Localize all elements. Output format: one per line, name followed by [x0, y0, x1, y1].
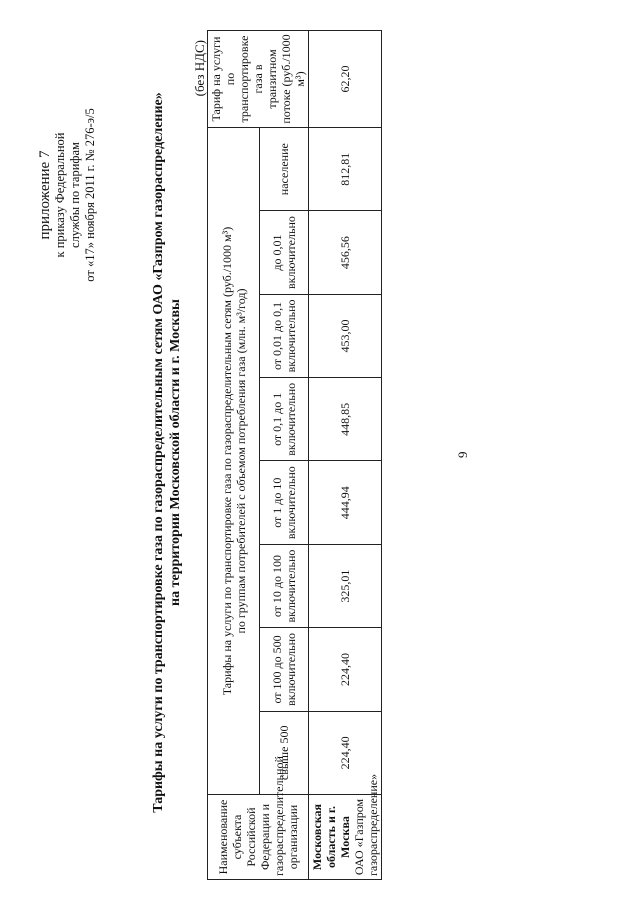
subheader-cell: от 0,1 до 1 включительно — [260, 378, 309, 461]
subheader-cell: от 100 до 500 включительно — [260, 628, 309, 711]
region-name: Московская область и г. Москва — [310, 803, 352, 871]
tariff-value: 444,94 — [309, 461, 382, 544]
subheader-cell: население — [260, 128, 309, 211]
tariff-value: 456,56 — [309, 211, 382, 294]
appendix-number: приложение 7 — [37, 150, 53, 240]
org-column-header: Наименование субъекта Российской Федерации и газораспределительной организации — [208, 795, 309, 880]
consumer-group-header — [208, 128, 260, 795]
page-number: 9 — [455, 451, 470, 458]
company-name: ОАО «Газпром газораспределение» — [352, 773, 380, 876]
tariff-value: 224,40 — [309, 711, 382, 794]
agency-line: службы по тарифам — [68, 142, 82, 248]
vat-note: (без НДС) — [192, 40, 207, 97]
transit-column-header: Тариф на услуги по транспортировке газа в транзитном потоке (руб./1000 м³) — [208, 31, 309, 128]
appendix-header — [38, 75, 98, 315]
subheader-cell: от 1 до 10 включительно — [260, 461, 309, 544]
tariff-table — [207, 30, 382, 880]
tariff-value: 224,40 — [309, 628, 382, 711]
table-row — [309, 31, 382, 880]
table-header-row — [208, 31, 260, 880]
order-date-line: от «17» ноября 2011 г. № 276-э/5 — [83, 108, 97, 282]
tariff-value: 453,00 — [309, 294, 382, 377]
group-header-line-1: Тарифы на услуги по транспортировке газа по газораспределительным сетям (руб./1000 м³) — [219, 226, 234, 696]
order-reference-line: к приказу Федеральной — [53, 132, 67, 258]
org-name-cell — [309, 773, 382, 880]
subheader-cell: до 0,01 включительно — [260, 211, 309, 294]
transit-tariff-value: 62,20 — [309, 31, 382, 128]
title-line-2: на территории Московской области и г. Москвы — [168, 299, 183, 606]
tariff-value: 812,81 — [309, 128, 382, 211]
table-subheader-row — [260, 31, 309, 880]
document-title — [150, 30, 184, 875]
title-line-1: Тарифы на услуги по транспортировке газа по газораспределительным сетям ОАО «Газпром газораспределение» — [151, 92, 166, 813]
subheader-cell: от 0,01 до 0,1 включительно — [260, 294, 309, 377]
subheader-cell: свыше 500 — [260, 711, 309, 794]
group-header-line-2: по группам потребителей с объемом потребления газа (млн. м³/год) — [233, 288, 248, 634]
tariff-value: 448,85 — [309, 378, 382, 461]
tariff-value: 325,01 — [309, 544, 382, 627]
subheader-cell: от 10 до 100 включительно — [260, 544, 309, 627]
